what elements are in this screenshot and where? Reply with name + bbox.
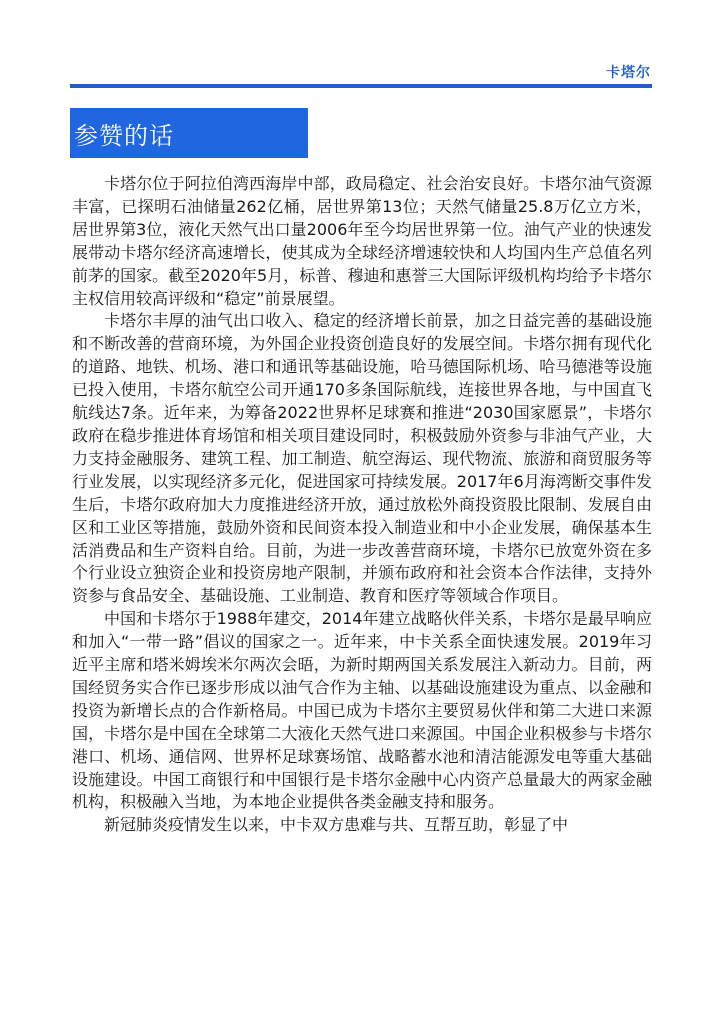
paragraph: 新冠肺炎疫情发生以来，中卡双方患难与共、互帮互助，彰显了中: [104, 815, 569, 835]
section-banner: [70, 108, 308, 158]
section-title: 参赞的话: [74, 121, 174, 150]
running-header-title: 卡塔尔: [606, 65, 651, 81]
header-rule: [70, 84, 652, 88]
paragraph: 卡塔尔丰厚的油气出口收入、稳定的经济增长前景，加之日益完善的基础设施和不断改善的营商环境，为外国企业投资创造良好的发展空间。卡塔尔拥有现代化的道路、地铁、机场、港口和通讯等基础设施，哈马德国际机场、哈马德港等设施已投入使用，卡塔尔航空公司开通170多条国际航线，连接世界各地，与中国直飞航线达7条。近年来，为筹备2022世界杯足球赛和推进“2030国家愿景”，卡塔尔政府在稳步推进体育场馆和相关项目建设同时，积极鼓励外资参与非油气产业，大力支持金融服务、建筑工程、加工制造、航空海运、现代物流、旅游和商贸服务等行业发展，以实现经济多元化，促进国家可持续发展。2017年6月海湾断交事件发生后，卡塔尔政府加大力度推进经济开放，通过放松外商投资股比限制、发展自由区和工业区等措施，鼓励外资和民间资本投入制造业和中小企业发展，确保基本生活消费品和生产资料自给。目前，为进一步改善营商环境，卡塔尔已放宽外资在多个行业设立独资企业和投资房地产限制，并颁布政府和社会资本合作法律，支持外资参与食品安全、基础设施、工业制造、教育和医疗等领域合作项目。: [72, 311, 652, 606]
paragraph: 中国和卡塔尔于1988年建交，2014年建立战略伙伴关系，卡塔尔是最早响应和加入“一带一路”倡议的国家之一。近年来，中卡关系全面快速发展。2019年习近平主席和塔米姆埃米尔两次会晤，为新时期两国关系发展注入新动力。目前，两国经贸务实合作已逐步形成以油气合作为主轴、以基础设施建设为重点、以金融和投资为新增长点的合作新格局。中国已成为卡塔尔主要贸易伙伴和第二大进口来源国，卡塔尔是中国在全球第二大液化天然气进口来源国。中国企业积极参与卡塔尔港口、机场、通信网、世界杯足球赛场馆、战略蓄水池和清洁能源发电等重大基础设施建设。中国工商银行和中国银行是卡塔尔金融中心内资产总量最大的两家金融机构，积极融入当地，为本地企业提供各类金融支持和服务。: [72, 609, 652, 812]
body-text: [72, 173, 652, 837]
paragraph: 卡塔尔位于阿拉伯湾西海岸中部，政局稳定、社会治安良好。卡塔尔油气资源丰富，已探明石油储量262亿桶，居世界第13位；天然气储量25.8万亿立方米，居世界第3位，液化天然气出口量2006年至今均居世界第一位。油气产业的快速发展带动卡塔尔经济高速增长，使其成为全球经济增速较快和人均国内生产总值名列前茅的国家。截至2020年5月，标普、穆迪和惠誉三大国际评级机构均给予卡塔尔主权信用较高评级和“稳定”前景展望。: [72, 174, 652, 308]
